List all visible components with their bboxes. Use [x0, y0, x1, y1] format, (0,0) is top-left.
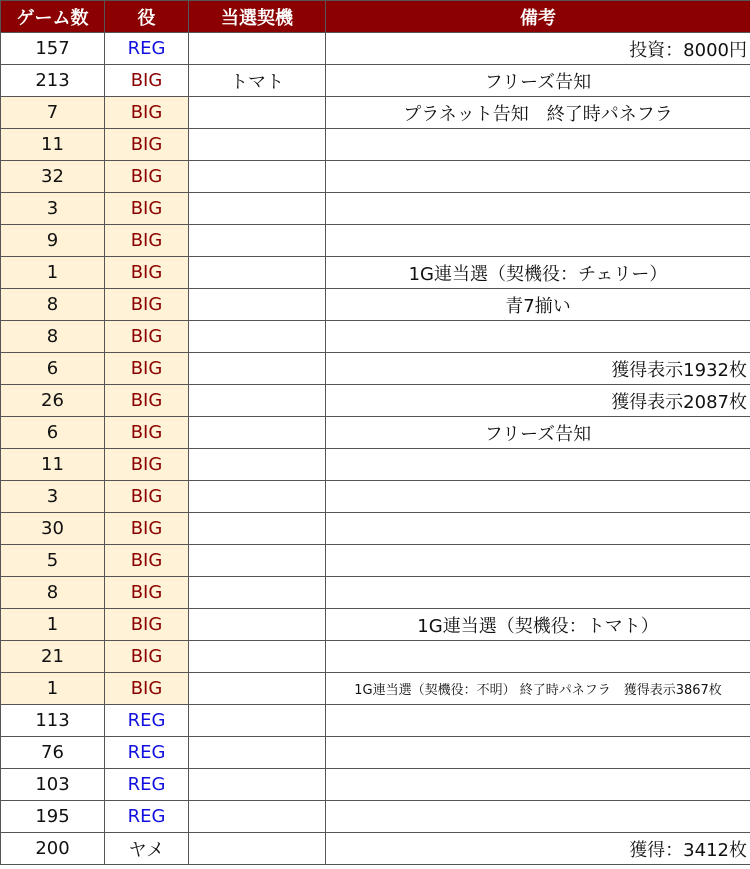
role-cell: REG	[105, 705, 189, 737]
table-row	[1, 97, 750, 129]
trigger-cell	[189, 641, 326, 673]
game-count-cell: 200	[1, 833, 105, 865]
note-cell	[326, 193, 750, 225]
role-cell: BIG	[105, 385, 189, 417]
table-row	[1, 257, 750, 289]
table-row	[1, 417, 750, 449]
note-cell: 1G連当選（契機役：トマト）	[326, 609, 750, 641]
role-cell: BIG	[105, 65, 189, 97]
table-row	[1, 321, 750, 353]
game-count-cell: 8	[1, 289, 105, 321]
note-cell: 獲得：3412枚	[326, 833, 750, 865]
game-count-cell: 32	[1, 161, 105, 193]
trigger-cell	[189, 33, 326, 65]
role-cell: BIG	[105, 481, 189, 513]
trigger-cell	[189, 193, 326, 225]
role-cell: BIG	[105, 545, 189, 577]
game-count-cell: 11	[1, 449, 105, 481]
table-row	[1, 481, 750, 513]
game-count-cell: 21	[1, 641, 105, 673]
game-count-cell: 76	[1, 737, 105, 769]
note-cell: プラネット告知 終了時パネフラ	[326, 97, 750, 129]
trigger-cell	[189, 225, 326, 257]
note-cell: フリーズ告知	[326, 65, 750, 97]
trigger-cell	[189, 449, 326, 481]
game-count-cell: 8	[1, 577, 105, 609]
game-count-cell: 5	[1, 545, 105, 577]
header-note: 備考	[326, 1, 750, 33]
table-row	[1, 33, 750, 65]
note-cell: 1G連当選（契機役：不明） 終了時パネフラ 獲得表示3867枚	[326, 673, 750, 705]
note-cell: 獲得表示1932枚	[326, 353, 750, 385]
note-cell	[326, 449, 750, 481]
table-row	[1, 129, 750, 161]
game-count-cell: 7	[1, 97, 105, 129]
game-count-cell: 11	[1, 129, 105, 161]
table-row	[1, 673, 750, 705]
note-cell	[326, 641, 750, 673]
note-cell: フリーズ告知	[326, 417, 750, 449]
note-cell	[326, 577, 750, 609]
role-cell: REG	[105, 33, 189, 65]
trigger-cell	[189, 545, 326, 577]
header-role: 役	[105, 1, 189, 33]
role-cell: BIG	[105, 97, 189, 129]
game-count-cell: 213	[1, 65, 105, 97]
table-row	[1, 833, 750, 865]
trigger-cell	[189, 833, 326, 865]
trigger-cell	[189, 97, 326, 129]
note-cell	[326, 161, 750, 193]
game-count-cell: 103	[1, 769, 105, 801]
role-cell: ヤメ	[105, 833, 189, 865]
note-cell: 1G連当選（契機役：チェリー）	[326, 257, 750, 289]
trigger-cell	[189, 161, 326, 193]
trigger-cell	[189, 257, 326, 289]
role-cell: BIG	[105, 609, 189, 641]
game-count-cell: 6	[1, 353, 105, 385]
table-row	[1, 65, 750, 97]
role-cell: BIG	[105, 513, 189, 545]
note-cell	[326, 801, 750, 833]
role-cell: BIG	[105, 673, 189, 705]
game-count-cell: 8	[1, 321, 105, 353]
note-cell: 青7揃い	[326, 289, 750, 321]
note-cell	[326, 321, 750, 353]
game-count-cell: 1	[1, 609, 105, 641]
table-row	[1, 225, 750, 257]
table-row	[1, 577, 750, 609]
table-row	[1, 449, 750, 481]
trigger-cell	[189, 577, 326, 609]
table-row	[1, 545, 750, 577]
note-cell: 投資：8000円	[326, 33, 750, 65]
game-count-cell: 9	[1, 225, 105, 257]
game-count-cell: 26	[1, 385, 105, 417]
table-row	[1, 353, 750, 385]
table-row	[1, 385, 750, 417]
note-cell	[326, 225, 750, 257]
note-cell	[326, 737, 750, 769]
table-row	[1, 161, 750, 193]
table-row	[1, 737, 750, 769]
role-cell: BIG	[105, 577, 189, 609]
role-cell: BIG	[105, 641, 189, 673]
table-row	[1, 705, 750, 737]
trigger-cell	[189, 673, 326, 705]
game-count-cell: 113	[1, 705, 105, 737]
trigger-cell	[189, 385, 326, 417]
table-row	[1, 801, 750, 833]
game-count-cell: 30	[1, 513, 105, 545]
game-count-cell: 3	[1, 481, 105, 513]
note-cell	[326, 513, 750, 545]
header-trigger: 当選契機	[189, 1, 326, 33]
trigger-cell	[189, 481, 326, 513]
role-cell: BIG	[105, 129, 189, 161]
role-cell: BIG	[105, 321, 189, 353]
trigger-cell	[189, 129, 326, 161]
role-cell: BIG	[105, 417, 189, 449]
role-cell: BIG	[105, 225, 189, 257]
role-cell: BIG	[105, 257, 189, 289]
trigger-cell	[189, 801, 326, 833]
game-count-cell: 1	[1, 673, 105, 705]
trigger-cell	[189, 513, 326, 545]
game-count-cell: 3	[1, 193, 105, 225]
role-cell: BIG	[105, 353, 189, 385]
role-cell: REG	[105, 737, 189, 769]
game-count-cell: 157	[1, 33, 105, 65]
role-cell: REG	[105, 801, 189, 833]
trigger-cell	[189, 289, 326, 321]
table-row	[1, 289, 750, 321]
trigger-cell	[189, 769, 326, 801]
role-cell: BIG	[105, 289, 189, 321]
table-row	[1, 609, 750, 641]
table-row	[1, 513, 750, 545]
trigger-cell: トマト	[189, 65, 326, 97]
table-row	[1, 769, 750, 801]
note-cell	[326, 481, 750, 513]
role-cell: BIG	[105, 161, 189, 193]
trigger-cell	[189, 737, 326, 769]
table-row	[1, 641, 750, 673]
table-row	[1, 193, 750, 225]
game-count-cell: 6	[1, 417, 105, 449]
note-cell	[326, 769, 750, 801]
role-cell: REG	[105, 769, 189, 801]
trigger-cell	[189, 705, 326, 737]
game-count-cell: 1	[1, 257, 105, 289]
role-cell: BIG	[105, 449, 189, 481]
note-cell	[326, 705, 750, 737]
note-cell	[326, 545, 750, 577]
note-cell: 獲得表示2087枚	[326, 385, 750, 417]
game-count-cell: 195	[1, 801, 105, 833]
trigger-cell	[189, 417, 326, 449]
role-cell: BIG	[105, 193, 189, 225]
header-row	[1, 1, 750, 33]
table-body	[1, 33, 750, 865]
trigger-cell	[189, 353, 326, 385]
header-game-count: ゲーム数	[1, 1, 105, 33]
trigger-cell	[189, 321, 326, 353]
trigger-cell	[189, 609, 326, 641]
note-cell	[326, 129, 750, 161]
